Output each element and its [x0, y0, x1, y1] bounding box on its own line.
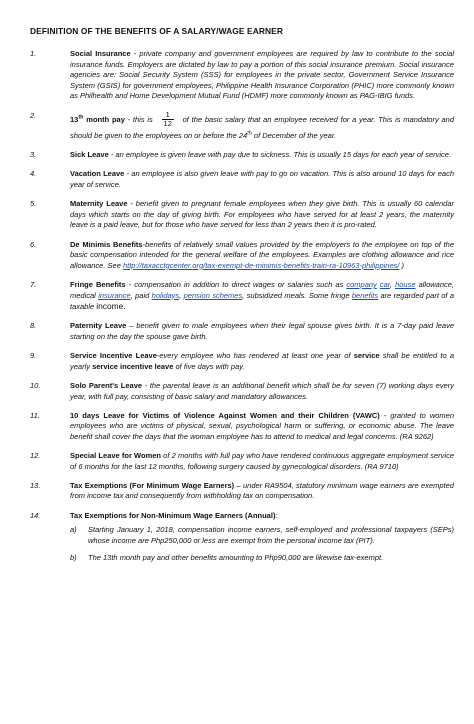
- item-description: – benefit given to male employees when their legal spouse gives birth. It is a 7-day paid leave starting on the day the spouse gave birth.: [70, 321, 455, 341]
- item-number: 12.: [30, 451, 41, 461]
- item-description: - benefit given to pregnant female employees when they give birth. This is usually 60 calendar days which starts on the day of giving birth. For employees who have served for at least 2 years, the maternity leave is a paid leave, but for those who have served for less than 2 years then it is pro-rated.: [70, 199, 454, 230]
- item-description: - this is $\frac{1}{12}$ of the basic salary that an employee received for a year. This is mandatory and should be given to the employees on or before the 24th of December of the year.: [70, 109, 454, 141]
- house-link[interactable]: house: [395, 279, 416, 289]
- item-number: 8.: [30, 321, 37, 331]
- sub-item-a: [70, 525, 454, 546]
- item-term: Solo Parent's Leave: [70, 380, 143, 390]
- fraction: $\frac{1}{12}$: [163, 109, 172, 129]
- de-minimis-link[interactable]: http://taxacctgcenter.org/tax-exempt-de-minimis-benefits-train-ra-10963-philippines/: [122, 260, 400, 270]
- item-term: Tax Exemptions (For Minimum Wage Earners): [70, 480, 235, 490]
- item-number: 1.: [30, 49, 37, 58]
- pension-schemes-link[interactable]: pension schemes: [183, 290, 243, 300]
- item-term: Fringe Benefits: [70, 279, 126, 289]
- company-link[interactable]: company: [346, 279, 377, 289]
- sub-item-text: Starting January 1, 2018, compensation income earners, self-employed and professional taxpayers (SEPs) whose income are Php250,000 or less are exempt from the personal income tax (PIT).: [88, 525, 454, 545]
- sub-item-b: [70, 553, 454, 564]
- list-item-service-incentive-leave: [30, 351, 454, 372]
- item-description: - an employee is also given leave with pay to go on vacation. This is also around 10 days for each year of service.: [70, 169, 455, 190]
- sub-list: [70, 525, 454, 564]
- document-title: DEFINITION OF THE BENEFITS OF A SALARY/WAGE EARNER: [30, 26, 283, 36]
- income-word: income.: [96, 301, 126, 312]
- sub-item-label: b): [70, 553, 77, 563]
- item-term: Social Insurance: [70, 49, 131, 58]
- list-item-13th-month-pay: [30, 111, 454, 142]
- item-term: Special Leave for Women: [70, 451, 161, 461]
- list-item-vacation-leave: [30, 169, 454, 190]
- list-item-paternity-leave: [30, 321, 454, 342]
- holidays-link[interactable]: holidays: [151, 290, 180, 300]
- item-number: 6.: [30, 239, 37, 249]
- benefits-list: [30, 49, 454, 564]
- item-description: -every employee who has rendered at least one year of service shall be entitled to a yearly service incentive leave of five days with pay.: [70, 351, 454, 371]
- item-term: Paternity Leave: [70, 321, 127, 331]
- list-item-sick-leave: [30, 150, 454, 161]
- item-number: 7.: [30, 279, 37, 289]
- item-term: Sick Leave: [70, 150, 109, 160]
- item-number: 11.: [30, 410, 40, 420]
- item-number: 2.: [30, 110, 37, 120]
- item-term: 10 days Leave for Victims of Violence Against Women and their Children (VAWC): [70, 410, 380, 420]
- benefits-link[interactable]: benefits: [351, 290, 379, 300]
- list-item-solo-parent-leave: [30, 381, 454, 402]
- item-description: -benefits of relatively small values provided by the employers to the employee on top of the basic compensation intended for the general welfare of the employees. Examples are clothing allowance and rice allowance. See http://taxacctgcenter.org/tax-exempt-de-minimis-benefits-train-ra-10963-philippines/ ): [70, 239, 455, 270]
- sub-item-text: The 13th month pay and other benefits amounting to Php90,000 are likewise tax-exempt.: [88, 553, 384, 563]
- car-link[interactable]: car: [379, 279, 390, 289]
- item-description: - private company and government employees are required by law to contribute to the social insurance funds. Employers are dictated by law to pay a portion of this social insurance premium. Social insurance agencies are: Social Security System (SSS) for employees in the private sector, Government Service Insurance System (GSIS) for government employees, Philippine Health Insurance Corporation (PHIC) more commonly known as Philhealth and Home Development Mutual Fund (HDMF) more commonly known as PAG-IBIG funds.: [70, 49, 454, 101]
- item-description: - an employee is given leave with pay due to sickness. This is usually 15 days for each year of service.: [108, 150, 452, 160]
- item-number: 13.: [30, 480, 41, 490]
- item-description: of 2 months with full pay who have rendered continuous aggregate employment service of 6 months for the last 12 months, following surgery caused by gynecological disorders. (RA 9710): [70, 451, 454, 471]
- item-term: Service Incentive Leave: [70, 351, 157, 361]
- list-item-tax-exemptions-mwe: [30, 481, 454, 502]
- list-item-social-insurance: [30, 49, 454, 102]
- item-term: Maternity Leave: [70, 199, 128, 209]
- list-item-special-leave-women: [30, 451, 454, 472]
- item-number: 9.: [30, 351, 37, 361]
- item-description: :: [275, 510, 278, 520]
- item-description: - the parental leave is an additional benefit which shall be for seven (7) working days every year, with full pay, consisting of basic salary and mandatory allowances.: [70, 380, 454, 401]
- item-term: Vacation Leave: [70, 169, 125, 179]
- list-item-de-minimis: [30, 240, 454, 272]
- item-number: 5.: [30, 199, 37, 209]
- item-number: 14.: [30, 510, 41, 520]
- sub-item-label: a): [70, 525, 77, 535]
- list-item-tax-exemptions-non-mwe: [30, 511, 454, 564]
- list-item-maternity-leave: [30, 199, 454, 231]
- item-description: - granted to women employees who are victims of physical, sexual, psychological harm or suffering, or economic abuse. The leave benefit shall cover the days that the woman employee has to attend to medical and legal concerns. (RA 9262): [70, 410, 455, 441]
- item-term: 13th month pay: [70, 114, 125, 124]
- item-description: – under RA9504, statutory minimum wage earners are exempted from income tax and consequently from withholding tax on compensation.: [70, 480, 454, 501]
- item-term: De Minimis Benefits: [70, 239, 143, 249]
- item-number: 4.: [30, 169, 37, 179]
- list-item-vawc-leave: [30, 411, 454, 443]
- item-number: 3.: [30, 150, 37, 160]
- list-item-fringe-benefits: [30, 280, 454, 313]
- item-description: - compensation in addition to direct wages or salaries such as company car, house allowance, medical insurance, paid holidays, pension schemes, subsidized meals. Some fringe benefits are regarded part of a taxable income.: [70, 279, 455, 312]
- insurance-link[interactable]: insurance: [98, 290, 131, 300]
- item-term: Tax Exemptions for Non-Minimum Wage Earners (Annual): [70, 510, 276, 520]
- item-number: 10.: [30, 380, 41, 390]
